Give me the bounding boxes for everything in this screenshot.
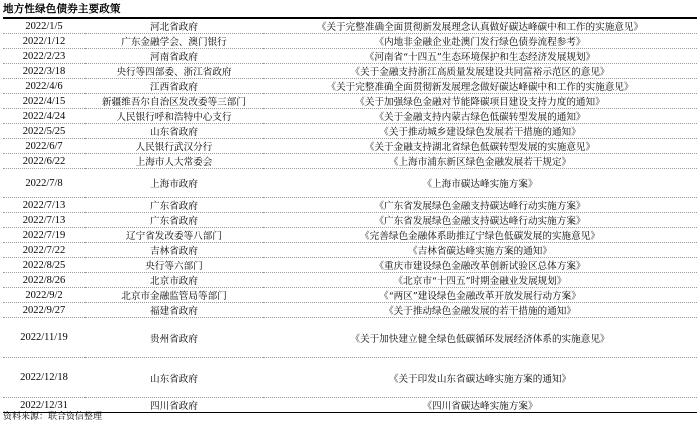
- row-org: 贵州省政府: [85, 318, 263, 358]
- row-doc: 《内地非金融企业赴澳门发行绿色债券流程参考》: [263, 34, 697, 49]
- row-doc: 《北京市“十四五”时期金融业发展规划》: [263, 273, 697, 288]
- row-date: 2022/5/25: [3, 124, 85, 139]
- row-date: 2022/4/6: [3, 79, 85, 94]
- table-row: [3, 109, 697, 124]
- row-org: 人民银行呼和浩特中心支行: [85, 109, 263, 124]
- row-doc: 《关于完整准确全面贯彻新发展理念认真做好碳达峰碳中和工作的实施意见》: [263, 18, 697, 34]
- table-row: [3, 288, 697, 303]
- table-row: [3, 228, 697, 243]
- row-date: 2022/7/19: [3, 228, 85, 243]
- table-row: [3, 243, 697, 258]
- row-date: 2022/8/26: [3, 273, 85, 288]
- row-date: 2022/7/13: [3, 198, 85, 213]
- row-org: 上海市人大常委会: [85, 154, 263, 169]
- row-org: 央行等四部委、浙江省政府: [85, 64, 263, 79]
- row-date: 2022/6/7: [3, 139, 85, 154]
- table-title: 地方性绿色债券主要政策: [3, 3, 121, 15]
- policy-table-body: [3, 18, 697, 413]
- table-row: [3, 169, 697, 198]
- row-doc: 《关于完整准确全面贯彻新发展理念做好碳达峰碳中和工作的实施意见》: [263, 79, 697, 94]
- row-org: 广东省政府: [85, 213, 263, 228]
- row-doc: 《河南省“十四五”生态环境保护和生态经济发展规划》: [263, 49, 697, 64]
- source-note: 资料来源：联合资信整理: [3, 412, 103, 422]
- row-date: 2022/6/22: [3, 154, 85, 169]
- row-doc: 《关于加快建立健全绿色低碳循环发展经济体系的实施意见》: [263, 318, 697, 358]
- row-doc: 《广东省发展绿色金融支持碳达峰行动实施方案》: [263, 198, 697, 213]
- table-row: [3, 198, 697, 213]
- row-date: 2022/1/5: [3, 18, 85, 34]
- row-org: 北京市政府: [85, 273, 263, 288]
- row-org: 江西省政府: [85, 79, 263, 94]
- table-row: [3, 18, 697, 34]
- row-doc: 《吉林省碳达峰实施方案的通知》: [263, 243, 697, 258]
- row-org: 北京市金融监管局等部门: [85, 288, 263, 303]
- row-date: 2022/7/8: [3, 169, 85, 198]
- table-row: [3, 49, 697, 64]
- row-org: 吉林省政府: [85, 243, 263, 258]
- row-date: 2022/7/22: [3, 243, 85, 258]
- row-org: 四川省政府: [85, 398, 263, 413]
- table-row: [3, 139, 697, 154]
- table-row: [3, 213, 697, 228]
- row-doc: 《广东省发展绿色金融支持碳达峰行动实施方案》: [263, 213, 697, 228]
- row-org: 河南省政府: [85, 49, 263, 64]
- row-doc: 《上海市浦东新区绿色金融发展若干规定》: [263, 154, 697, 169]
- row-org: 山东省政府: [85, 124, 263, 139]
- row-doc: 《“两区”建设绿色金融改革开放发展行动方案》: [263, 288, 697, 303]
- row-date: 2022/7/13: [3, 213, 85, 228]
- table-row: [3, 273, 697, 288]
- row-doc: 《完善绿色金融体系助推辽宁绿色低碳发展的实施意见》: [263, 228, 697, 243]
- row-org: 广东金融学会、澳门银行: [85, 34, 263, 49]
- table-row: [3, 258, 697, 273]
- table-row: [3, 398, 697, 413]
- row-org: 广东省政府: [85, 198, 263, 213]
- row-org: 福建省政府: [85, 303, 263, 318]
- row-doc: 《关于推动城乡建设绿色发展若干措施的通知》: [263, 124, 697, 139]
- row-org: 山东省政府: [85, 358, 263, 398]
- row-org: 河北省政府: [85, 18, 263, 34]
- row-date: 2022/12/31: [3, 398, 85, 413]
- row-date: 2022/3/18: [3, 64, 85, 79]
- row-doc: 《上海市碳达峰实施方案》: [263, 169, 697, 198]
- row-doc: 《四川省碳达峰实施方案》: [263, 398, 697, 413]
- row-org: 辽宁省发改委等八部门: [85, 228, 263, 243]
- row-doc: 《关于金融支持湖北省绿色低碳转型发展的实施意见》: [263, 139, 697, 154]
- row-date: 2022/12/18: [3, 358, 85, 398]
- row-date: 2022/4/24: [3, 109, 85, 124]
- table-row: [3, 124, 697, 139]
- table-row: [3, 79, 697, 94]
- row-date: 2022/2/23: [3, 49, 85, 64]
- row-org: 央行等六部门: [85, 258, 263, 273]
- table-row: [3, 303, 697, 318]
- row-date: 2022/9/2: [3, 288, 85, 303]
- table-row: [3, 358, 697, 398]
- table-row: [3, 154, 697, 169]
- row-date: 2022/8/25: [3, 258, 85, 273]
- table-row: [3, 64, 697, 79]
- row-org: 上海市政府: [85, 169, 263, 198]
- table-row: [3, 94, 697, 109]
- row-date: 2022/11/19: [3, 318, 85, 358]
- row-doc: 《重庆市建设绿色金融改革创新试验区总体方案》: [263, 258, 697, 273]
- row-org: 新疆维吾尔自治区发改委等三部门: [85, 94, 263, 109]
- row-doc: 《关于金融支持浙江高质量发展建设共同富裕示范区的意见》: [263, 64, 697, 79]
- policy-table: [3, 17, 697, 413]
- row-doc: 《关于加强绿色金融对节能降碳项目建设支持力度的通知》: [263, 94, 697, 109]
- row-date: 2022/1/12: [3, 34, 85, 49]
- row-date: 2022/4/15: [3, 94, 85, 109]
- row-date: 2022/9/27: [3, 303, 85, 318]
- table-row: [3, 34, 697, 49]
- table-row: [3, 318, 697, 358]
- row-doc: 《关于推动绿色金融发展的若干措施的通知》: [263, 303, 697, 318]
- row-org: 人民银行武汉分行: [85, 139, 263, 154]
- row-doc: 《关于金融支持内蒙古绿色低碳转型发展的通知》: [263, 109, 697, 124]
- row-doc: 《关于印发山东省碳达峰实施方案的通知》: [263, 358, 697, 398]
